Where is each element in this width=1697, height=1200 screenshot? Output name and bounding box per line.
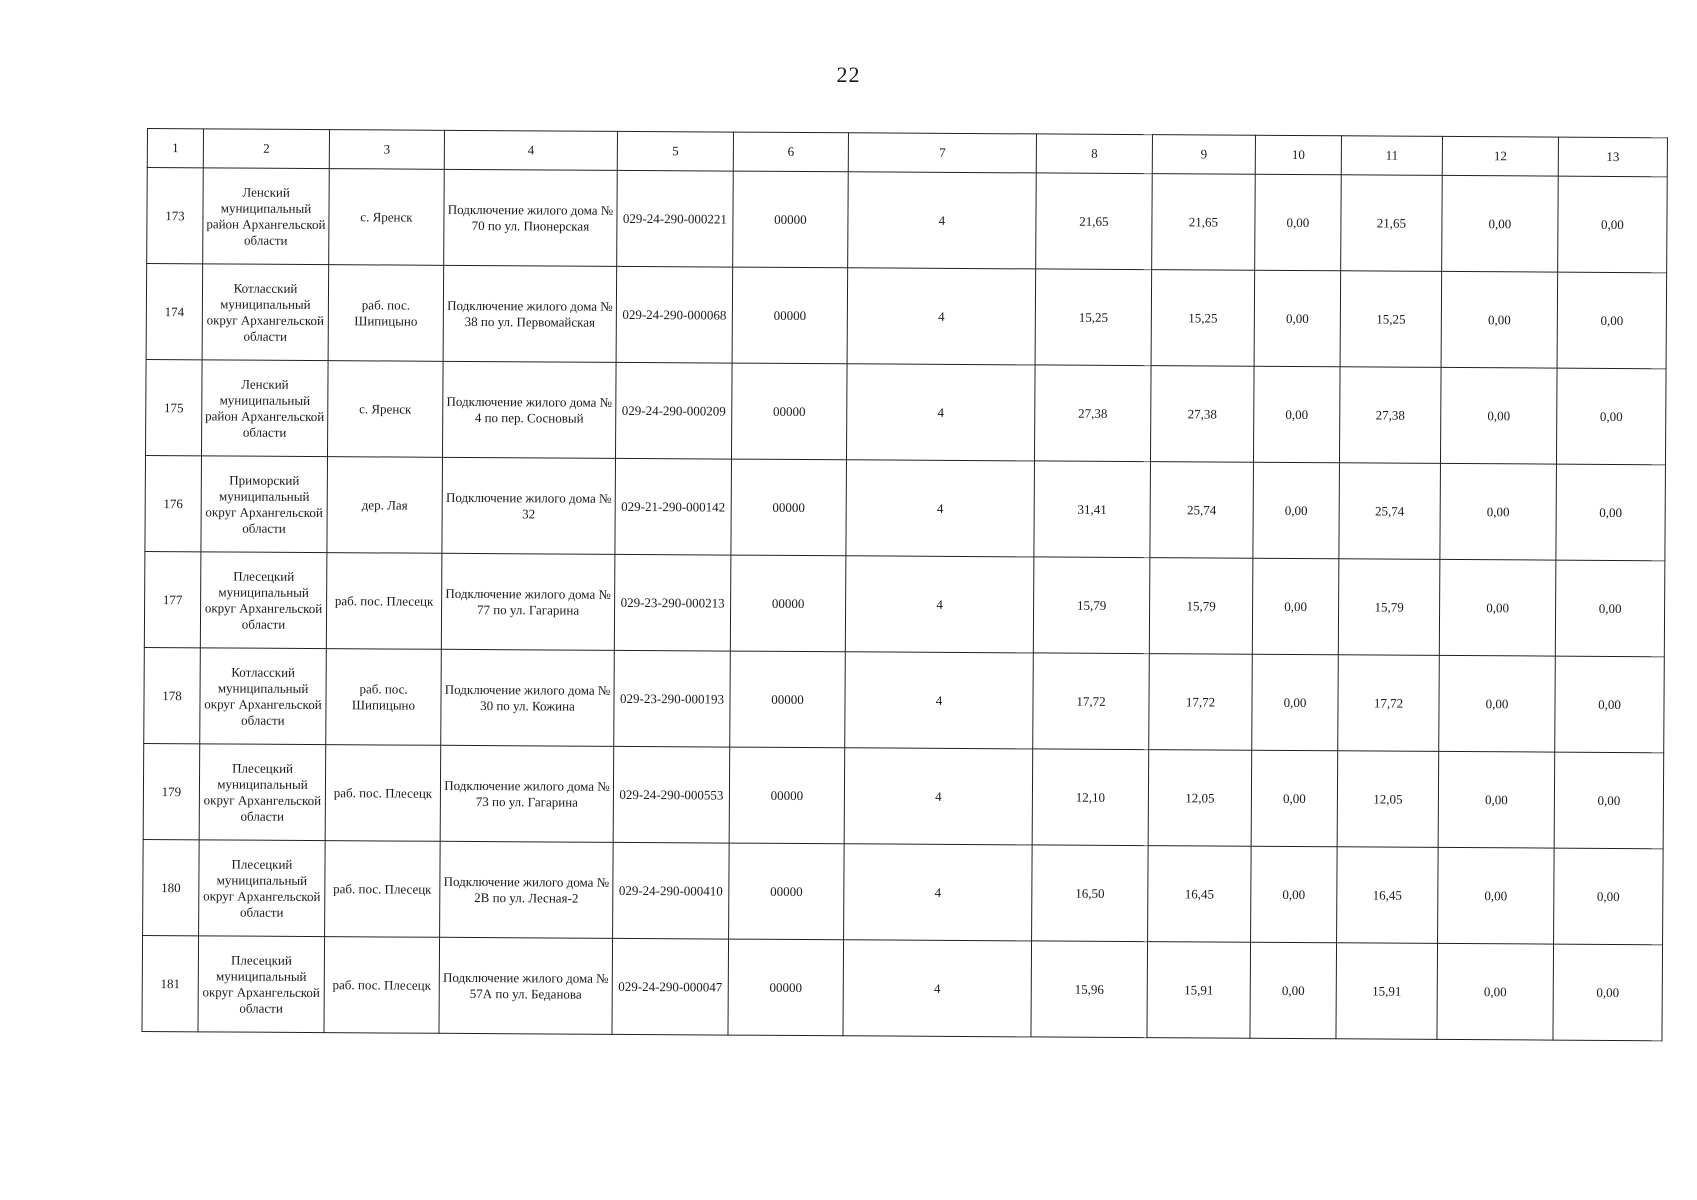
settlement-cell: раб. пос. Плесецк	[325, 745, 441, 842]
row-number: 176	[145, 455, 202, 551]
object-cell: Подключение жилого дома № 30 по ул. Кожина	[441, 649, 615, 746]
col6-cell: 00000	[732, 267, 848, 364]
col13-cell: 0,00	[1554, 848, 1664, 945]
col8-cell: 15,96	[1031, 941, 1148, 1038]
col7-cell: 4	[846, 460, 1035, 557]
row-number: 173	[147, 168, 204, 264]
col9-cell: 21,65	[1152, 174, 1256, 271]
col8-cell: 31,41	[1034, 461, 1151, 558]
col13-cell: 0,00	[1555, 656, 1665, 753]
col11-cell: 12,05	[1337, 751, 1439, 848]
col10-cell: 0,00	[1250, 942, 1337, 1039]
settlement-cell: с. Яренск	[329, 169, 445, 266]
col12-cell: 0,00	[1438, 751, 1555, 848]
region-cell: Котласский муниципальный округ Архангельской области	[202, 264, 329, 361]
col12-cell: 0,00	[1442, 175, 1559, 272]
col13-cell: 0,00	[1553, 944, 1663, 1041]
object-cell: Подключение жилого дома № 38 по ул. Первомайская	[443, 265, 617, 362]
table-row	[143, 839, 1664, 944]
table-row	[143, 743, 1664, 848]
column-header: 8	[1036, 134, 1152, 174]
table-row	[144, 647, 1665, 752]
region-cell: Плесецкий муниципальный округ Архангельской области	[199, 744, 326, 841]
row-number: 178	[144, 647, 201, 743]
code-cell: 029-24-290-000068	[616, 266, 733, 363]
row-number: 181	[142, 935, 199, 1031]
col7-cell: 4	[847, 268, 1036, 365]
column-header: 10	[1255, 135, 1341, 175]
region-cell: Котласский муниципальный округ Архангельской области	[200, 648, 327, 745]
settlement-cell: дер. Лая	[327, 457, 443, 554]
col6-cell: 00000	[730, 555, 846, 652]
col9-cell: 17,72	[1149, 654, 1253, 751]
col13-cell: 0,00	[1558, 176, 1668, 273]
region-cell: Плесецкий муниципальный округ Архангельской области	[199, 840, 326, 937]
col9-cell: 25,74	[1150, 462, 1254, 559]
col12-cell: 0,00	[1438, 847, 1555, 944]
region-cell: Плесецкий муниципальный округ Архангельской области	[200, 552, 327, 649]
col10-cell: 0,00	[1253, 366, 1340, 463]
col10-cell: 0,00	[1254, 270, 1341, 367]
col9-cell: 15,25	[1151, 270, 1255, 367]
col11-cell: 27,38	[1339, 367, 1441, 464]
col10-cell: 0,00	[1255, 174, 1342, 271]
col9-cell: 27,38	[1150, 366, 1254, 463]
col7-cell: 4	[845, 556, 1034, 653]
col10-cell: 0,00	[1251, 846, 1338, 943]
col7-cell: 4	[844, 748, 1033, 845]
table-row	[145, 455, 1666, 560]
col7-cell: 4	[846, 364, 1035, 461]
row-number: 175	[145, 359, 202, 455]
col11-cell: 15,25	[1340, 271, 1442, 368]
col7-cell: 4	[845, 652, 1034, 749]
col12-cell: 0,00	[1441, 271, 1558, 368]
column-header: 9	[1152, 135, 1255, 175]
column-header: 3	[329, 130, 444, 170]
column-header: 4	[444, 130, 617, 170]
col10-cell: 0,00	[1253, 462, 1340, 559]
col6-cell: 00000	[731, 459, 847, 556]
code-cell: 029-24-290-000553	[613, 746, 730, 843]
col7-cell: 4	[848, 172, 1037, 269]
column-header: 7	[848, 133, 1036, 173]
settlement-cell: раб. пос. Плесецк	[326, 553, 442, 650]
settlement-cell: раб. пос. Шипицыно	[326, 649, 442, 746]
column-header: 11	[1341, 136, 1442, 176]
data-table-container	[141, 128, 1666, 1041]
object-cell: Подключение жилого дома № 32	[442, 457, 616, 554]
col8-cell: 12,10	[1032, 749, 1149, 846]
settlement-cell: раб. пос. Плесецк	[325, 841, 441, 938]
code-cell: 029-23-290-000193	[614, 650, 731, 747]
table-row	[147, 168, 1668, 273]
column-header: 2	[203, 129, 329, 169]
col13-cell: 0,00	[1556, 464, 1666, 561]
column-header: 6	[733, 132, 848, 172]
col12-cell: 0,00	[1439, 559, 1556, 656]
object-cell: Подключение жилого дома № 77 по ул. Гагарина	[441, 553, 615, 650]
object-cell: Подключение жилого дома № 73 по ул. Гагарина	[440, 745, 614, 842]
table-row	[142, 935, 1663, 1040]
col10-cell: 0,00	[1252, 558, 1339, 655]
object-cell: Подключение жилого дома № 70 по ул. Пионерская	[444, 169, 618, 266]
col11-cell: 17,72	[1338, 655, 1440, 752]
object-cell: Подключение жилого дома № 57А по ул. Беданова	[439, 937, 613, 1034]
column-header: 12	[1442, 136, 1558, 176]
row-number: 174	[146, 264, 203, 360]
col7-cell: 4	[844, 844, 1033, 941]
page-number: 22	[836, 62, 861, 87]
table-row	[146, 264, 1667, 369]
region-cell: Плесецкий муниципальный округ Архангельской области	[198, 936, 325, 1033]
col6-cell: 00000	[730, 651, 846, 748]
col6-cell: 00000	[733, 171, 849, 268]
column-header: 1	[147, 129, 203, 168]
col8-cell: 15,79	[1033, 557, 1150, 654]
settlement-cell: раб. пос. Плесецк	[324, 937, 440, 1034]
data-table	[141, 128, 1667, 1041]
col7-cell: 4	[843, 940, 1032, 1037]
col6-cell: 00000	[729, 843, 845, 940]
col12-cell: 0,00	[1440, 463, 1557, 560]
region-cell: Ленский муниципальный район Архангельской области	[201, 360, 328, 457]
region-cell: Приморский муниципальный округ Архангельской области	[201, 456, 328, 553]
table-row	[144, 551, 1665, 656]
table-row	[145, 359, 1666, 464]
code-cell: 029-24-290-000047	[612, 938, 729, 1035]
col11-cell: 16,45	[1337, 847, 1439, 944]
region-cell: Ленский муниципальный район Архангельской области	[203, 168, 330, 265]
col11-cell: 15,79	[1338, 559, 1440, 656]
col13-cell: 0,00	[1556, 368, 1666, 465]
col12-cell: 0,00	[1437, 943, 1554, 1040]
col9-cell: 12,05	[1148, 750, 1252, 847]
col13-cell: 0,00	[1555, 560, 1665, 657]
col11-cell: 15,91	[1336, 943, 1438, 1040]
col9-cell: 16,45	[1148, 846, 1252, 943]
col8-cell: 27,38	[1034, 365, 1151, 462]
col10-cell: 0,00	[1251, 750, 1338, 847]
row-number: 179	[143, 743, 200, 839]
row-number: 177	[144, 551, 201, 647]
object-cell: Подключение жилого дома № 2В по ул. Лесная-2	[440, 841, 614, 938]
col8-cell: 21,65	[1036, 173, 1153, 270]
col8-cell: 17,72	[1033, 653, 1150, 750]
col6-cell: 00000	[731, 363, 847, 460]
settlement-cell: с. Яренск	[327, 361, 443, 458]
col11-cell: 21,65	[1341, 175, 1443, 272]
object-cell: Подключение жилого дома № 4 по пер. Сосновый	[442, 361, 616, 458]
col12-cell: 0,00	[1440, 367, 1557, 464]
col10-cell: 0,00	[1252, 654, 1339, 751]
column-header: 5	[617, 131, 733, 171]
column-header: 13	[1558, 137, 1667, 177]
col6-cell: 00000	[729, 747, 845, 844]
col12-cell: 0,00	[1439, 655, 1556, 752]
code-cell: 029-21-290-000142	[615, 458, 732, 555]
col13-cell: 0,00	[1557, 272, 1667, 369]
col8-cell: 16,50	[1032, 845, 1149, 942]
row-number: 180	[143, 839, 200, 935]
code-cell: 029-24-290-000221	[617, 170, 734, 267]
code-cell: 029-24-290-000209	[615, 362, 732, 459]
col6-cell: 00000	[728, 939, 844, 1036]
settlement-cell: раб. пос. Шипицыно	[328, 265, 444, 362]
col9-cell: 15,79	[1149, 558, 1253, 655]
col8-cell: 15,25	[1035, 269, 1152, 366]
code-cell: 029-24-290-000410	[613, 842, 730, 939]
code-cell: 029-23-290-000213	[614, 554, 731, 651]
col9-cell: 15,91	[1147, 942, 1251, 1039]
col11-cell: 25,74	[1339, 463, 1441, 560]
col13-cell: 0,00	[1554, 752, 1664, 849]
